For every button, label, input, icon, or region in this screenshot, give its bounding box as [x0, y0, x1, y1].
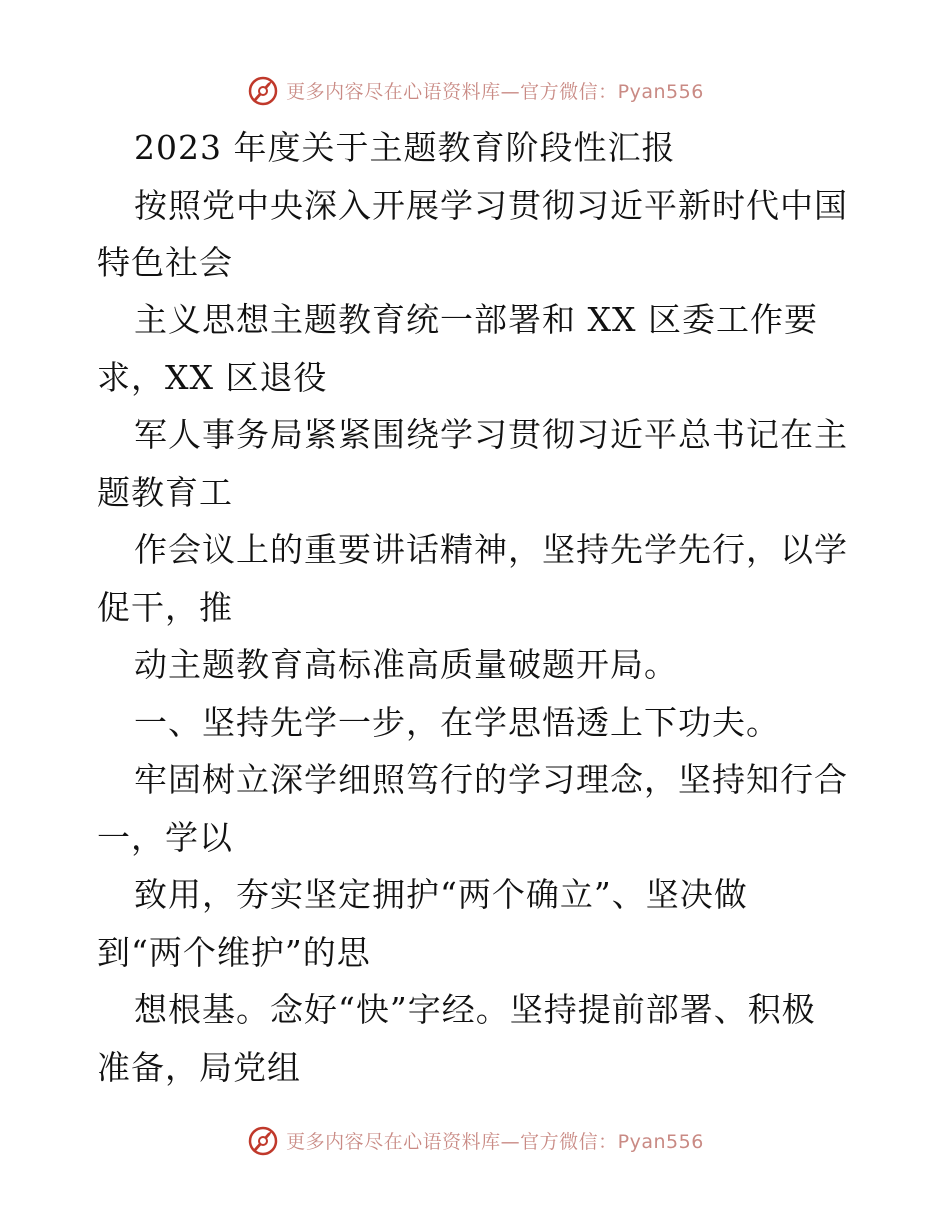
paragraph-line: 动主题教育高标准高质量破题开局。: [134, 645, 678, 684]
paragraph-line: 特色社会: [97, 243, 233, 282]
paragraph-line: 准备，局党组: [97, 1048, 301, 1087]
paragraph-line: 致用，夯实坚定拥护“两个确立”、坚决做: [134, 875, 748, 914]
paragraph-line: 军人事务局紧紧围绕学习贯彻习近平总书记在主: [134, 415, 848, 454]
section-heading: 一、坚持先学一步，在学思悟透上下功夫。: [134, 703, 780, 742]
paragraph-line: 求，XX 区退役: [97, 358, 328, 397]
watermark-header: [0, 70, 950, 110]
paragraph-line: 一，学以: [97, 818, 233, 857]
paragraph-line: 按照党中央深入开展学习贯彻习近平新时代中国: [134, 186, 848, 225]
quill-seal-icon: [246, 73, 280, 107]
watermark-footer: [0, 1120, 950, 1160]
watermark-text: 更多内容尽在心语资料库—官方微信：Pyan556: [286, 1130, 704, 1153]
paragraph-line: 牢固树立深学细照笃行的学习理念，坚持知行合: [134, 760, 848, 799]
paragraph-line: 题教育工: [97, 473, 233, 512]
paragraph-line: 想根基。念好“快”字经。坚持提前部署、积极: [134, 990, 816, 1029]
paragraph-line: 主义思想主题教育统一部署和 XX 区委工作要: [134, 300, 818, 339]
paragraph-line: 作会议上的重要讲话精神，坚持先学先行，以学: [134, 530, 848, 569]
paragraph-line: 到“两个维护”的思: [97, 933, 371, 972]
document-title: 2023 年度关于主题教育阶段性汇报: [134, 128, 676, 167]
watermark-text: 更多内容尽在心语资料库—官方微信：Pyan556: [286, 80, 704, 103]
quill-seal-icon: [246, 1123, 280, 1157]
paragraph-line: 促干，推: [97, 588, 233, 627]
